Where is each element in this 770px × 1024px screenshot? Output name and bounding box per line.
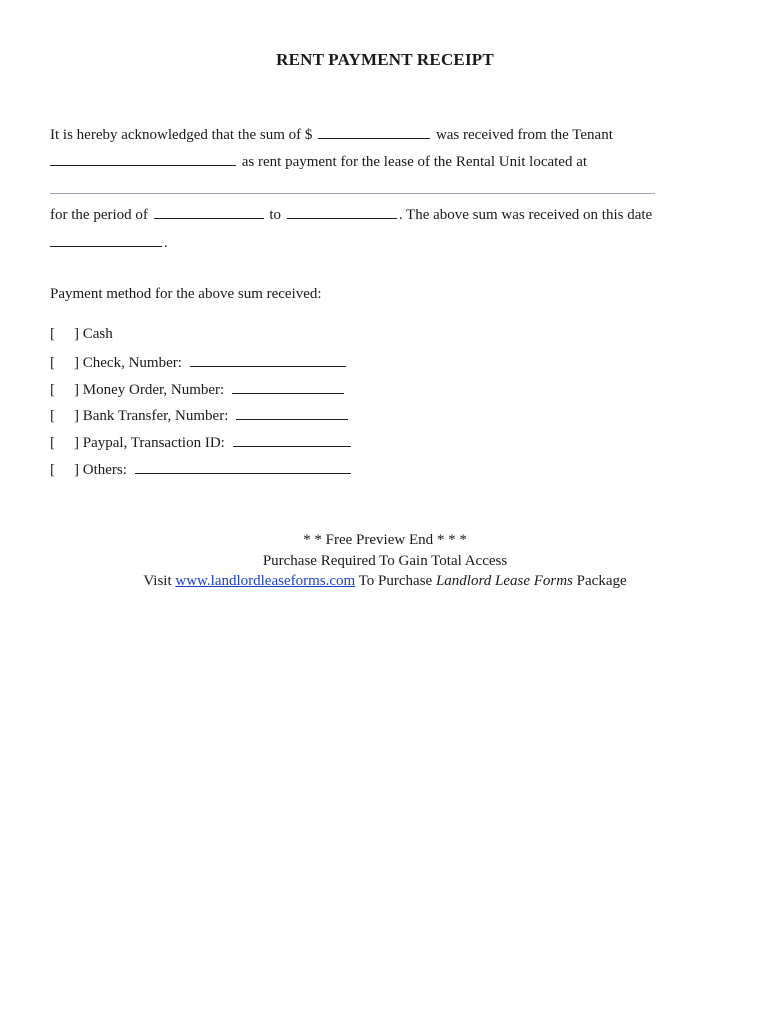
landlordleaseforms-link[interactable]: www.landlordleaseforms.com bbox=[175, 573, 356, 589]
bank-transfer-number-field[interactable] bbox=[236, 406, 348, 420]
tenant-line bbox=[50, 152, 587, 171]
paypal-transaction-field[interactable] bbox=[233, 433, 351, 447]
date-line bbox=[50, 233, 168, 252]
checkbox-bracket: [ bbox=[50, 408, 55, 424]
page-title: RENT PAYMENT RECEIPT bbox=[276, 50, 494, 69]
visit-text: Visit bbox=[143, 573, 172, 589]
period-start-field[interactable] bbox=[154, 205, 264, 219]
rental-unit-address-field[interactable] bbox=[50, 193, 655, 194]
payment-method-heading: Payment method for the above sum received: bbox=[50, 286, 322, 302]
option-check[interactable] bbox=[50, 353, 348, 372]
checkbox-bracket: [ bbox=[50, 355, 55, 371]
received-from-text: was received from the Tenant bbox=[435, 127, 613, 143]
checkbox-bracket: [ bbox=[50, 462, 55, 478]
visit-notice bbox=[0, 573, 770, 590]
received-date-text: . The above sum was received on this date bbox=[398, 207, 653, 223]
rent-payment-text: as rent payment for the lease of the Rental Unit located at bbox=[241, 154, 588, 170]
period-text: for the period of bbox=[50, 207, 148, 223]
period-end-field[interactable] bbox=[287, 205, 397, 219]
to-text: to bbox=[269, 207, 282, 223]
checkbox-bracket: [ bbox=[50, 435, 55, 451]
option-bank-transfer[interactable] bbox=[50, 406, 350, 425]
preview-end-notice: * * Free Preview End * * * bbox=[303, 532, 467, 548]
money-order-number-field[interactable] bbox=[232, 380, 344, 394]
option-paypal[interactable] bbox=[50, 433, 353, 452]
check-number-field[interactable] bbox=[190, 353, 346, 367]
sum-text: It is hereby acknowledged that the sum of $ bbox=[50, 127, 313, 143]
option-label: ] Others: bbox=[74, 462, 127, 478]
option-label: ] Cash bbox=[74, 326, 113, 342]
option-label: ] Check, Number: bbox=[74, 355, 182, 371]
checkbox-bracket: [ bbox=[50, 382, 55, 398]
others-field[interactable] bbox=[135, 460, 351, 474]
to-purchase-text: To Purchase bbox=[358, 573, 433, 589]
purchase-required-notice: Purchase Required To Gain Total Access bbox=[262, 553, 508, 569]
option-cash[interactable] bbox=[50, 326, 113, 343]
package-text: Package bbox=[576, 573, 627, 589]
option-label: ] Paypal, Transaction ID: bbox=[74, 435, 225, 451]
checkbox-bracket: [ bbox=[50, 326, 55, 342]
received-date-field[interactable] bbox=[50, 233, 162, 247]
sum-line bbox=[50, 125, 613, 144]
period-line bbox=[50, 205, 652, 224]
option-label: ] Money Order, Number: bbox=[74, 382, 225, 398]
tenant-name-field[interactable] bbox=[50, 152, 236, 166]
brand-name: Landlord Lease Forms bbox=[435, 573, 573, 589]
option-label: ] Bank Transfer, Number: bbox=[74, 408, 229, 424]
option-others[interactable] bbox=[50, 460, 353, 479]
date-period: . bbox=[164, 235, 168, 251]
option-money-order[interactable] bbox=[50, 380, 346, 399]
sum-amount-field[interactable] bbox=[318, 125, 430, 139]
